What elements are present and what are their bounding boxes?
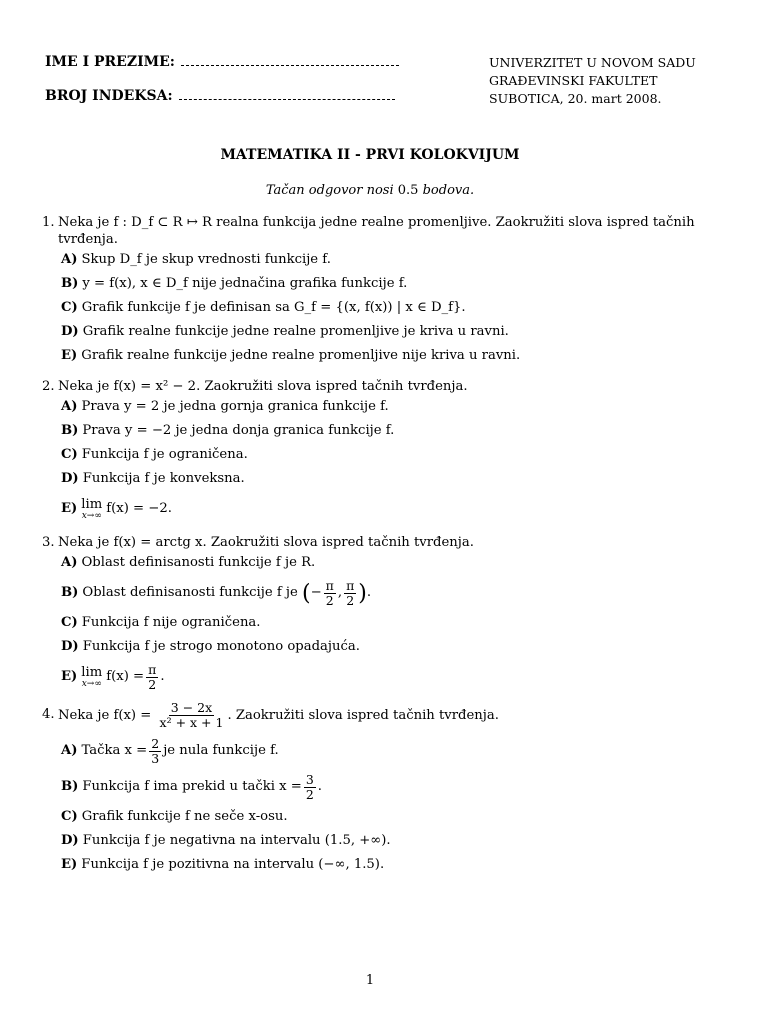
option-b[interactable]: B) Oblast definisanosti funkcije f je ( − $\frac{\pi}{2}$ , $\frac{\pi}{2}$ ) . [61, 578, 372, 608]
option-d[interactable]: D) Funkcija f je konveksna. [61, 471, 245, 487]
scoring-note-post: bodova. [422, 183, 475, 198]
fraction: $\frac{\pi}{2}$ [325, 578, 334, 608]
question-text: Neka je f(x) = $\frac{3 - 2x}{\text{x² + x + 1}}$ . Zaokružiti slova ispred tačnih tvrđenja. [58, 699, 499, 730]
question-3 [42, 535, 732, 696]
name-label: IME I PREZIME: [45, 54, 175, 70]
question-number: 4. [42, 706, 55, 722]
faculty-name: GRAĐEVINSKI FAKULTET [489, 73, 658, 88]
option-b[interactable]: B) y = f(x), x ∈ D_f nije jednačina grafika funkcije f. [61, 275, 408, 291]
student-fields [45, 54, 399, 122]
question-text: Neka je f : D_f ⊂ R ↦ R realna funkcija jedne realne promenljive. Zaokružiti slova ispred tačnih tvrđenja. [58, 215, 695, 247]
option-c[interactable]: C) Grafik funkcije f je definisan sa G_f = {(x, f(x)) | x ∈ D_f}. [61, 299, 466, 315]
option-a[interactable]: A) Skup D_f je skup vrednosti funkcije f. [61, 251, 331, 267]
exam-title: MATEMATIKA II - PRVI KOLOKVIJUM [220, 147, 520, 163]
name-blank-line [181, 55, 399, 66]
fraction: $\frac{3 - 2x}{\text{x² + x + 1}}$ [159, 699, 224, 730]
option-c[interactable]: C) Funkcija f je ograničena. [61, 447, 248, 463]
option-d[interactable]: D) Funkcija f je strogo monotono opadajuća. [61, 639, 360, 655]
question-2 [42, 379, 732, 528]
option-c[interactable]: C) Funkcija f nije ograničena. [61, 615, 261, 631]
scoring-note-value: 0.5 [397, 183, 419, 198]
name-field-row [45, 54, 399, 88]
option-a[interactable]: A) Prava y = 2 je jedna gornja granica funkcije f. [61, 399, 389, 415]
place-date: SUBOTICA, 20. mart 2008. [489, 91, 662, 106]
option-e[interactable]: E) Funkcija f je pozitivna na intervalu (−∞, 1.5). [61, 856, 385, 872]
fraction: $\frac{2}{3}$ [151, 735, 160, 766]
fraction: $\frac{\pi}{2}$ [346, 578, 355, 608]
institution-block [489, 54, 696, 108]
option-e[interactable]: E) Grafik realne funkcije jedne realne promenljive nije kriva u ravni. [61, 347, 521, 363]
fraction: $\frac{\pi}{2}$ [148, 662, 157, 692]
question-number: 3. [42, 535, 55, 550]
question-number: 1. [42, 215, 55, 230]
option-e[interactable]: E) lim x→∞ f(x) = $\frac{\pi}{2}$ . [61, 662, 165, 692]
limit-operator: lim x→∞ [81, 497, 103, 521]
page-number: 1 [365, 973, 375, 988]
option-c[interactable]: C) Grafik funkcije f ne seče x-osu. [61, 808, 288, 824]
question-text: Neka je f(x) = arctg x. Zaokružiti slova ispred tačnih tvrđenja. [58, 535, 474, 550]
scoring-note [0, 183, 740, 199]
option-b[interactable]: B) Funkcija f ima prekid u tački x = $\frac{3}{2}$ . [61, 771, 322, 802]
option-a[interactable]: A) Tačka x = $\frac{2}{3}$ je nula funkcije f. [61, 735, 279, 766]
university-name: UNIVERZITET U NOVOM SADU [489, 55, 696, 70]
option-d[interactable]: D) Grafik realne funkcije jedne realne promenljive je kriva u ravni. [61, 323, 509, 339]
option-a[interactable]: A) Oblast definisanosti funkcije f je R. [61, 555, 316, 571]
question-1 [42, 215, 732, 368]
limit-operator: lim x→∞ [81, 665, 103, 689]
scoring-note-pre: Tačan odgovor nosi [265, 183, 394, 198]
question-4 [42, 697, 732, 877]
question-number: 2. [42, 379, 55, 394]
question-text: Neka je f(x) = x² − 2. Zaokružiti slova ispred tačnih tvrđenja. [58, 379, 468, 394]
index-field-row [45, 88, 399, 122]
option-e[interactable]: E) lim x→∞ f(x) = −2. [61, 497, 172, 521]
option-d[interactable]: D) Funkcija f je negativna na intervalu (1.5, +∞). [61, 832, 391, 848]
index-label: BROJ INDEKSA: [45, 88, 173, 104]
fraction: $\frac{3}{2}$ [305, 771, 314, 802]
option-b[interactable]: B) Prava y = −2 je jedna donja granica funkcije f. [61, 423, 395, 439]
index-blank-line [179, 89, 395, 100]
